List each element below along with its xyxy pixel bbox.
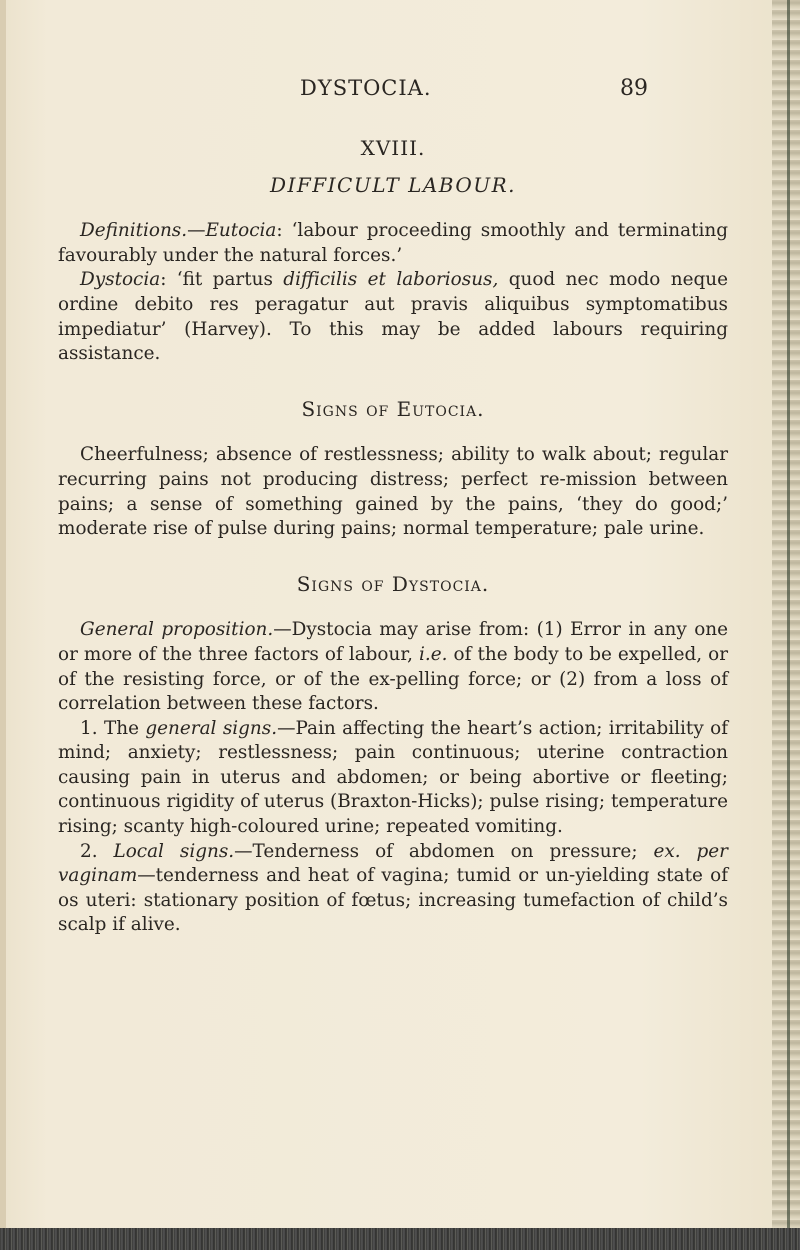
eutocia-term: Eutocia — [205, 220, 277, 242]
section-heading-eutocia: Signs of Eutocia. — [301, 396, 485, 421]
local-signs-text-2: —tenderness and heat of vagina; tumid or un-yielding state of os uteri: stationary position of fœtus; increasing tumefaction of child’s scalp if alive. — [58, 865, 728, 936]
general-proposition-text-2: of the body to be expelled, or of the resisting force, or of the ex-pelling force; or (2) from a loss of correlation between these factors. — [58, 643, 728, 715]
dystocia-term: Dystocia — [80, 269, 161, 291]
definition-eutocia: Definitions.—Eutocia: ‘labour proceeding smoothly and terminating favourably under the natural forces.’ — [58, 220, 728, 266]
chapter-number: XVIII. — [360, 136, 426, 160]
dystocia-latin: difficilis et laboriosus, — [283, 269, 499, 291]
dystocia-definition-part2: quod nec modo neque ordine debito res peragatur aut pravis aliquibus symptomatibus impediatur’ (Harvey). To this may be added labours requiring assistance. — [58, 269, 728, 365]
section-heading-dystocia: Signs of Dystocia. — [296, 571, 490, 596]
eutocia-signs-text: Cheerfulness; absence of restlessness; ability to walk about; regular recurring pains not producing distress; perfect re-mission between pains; a sense of something gained by the pains, ‘they do good;’ moderate rise of pulse during pains; normal temperature; pale urine. — [58, 444, 728, 540]
local-signs-number: 2. — [80, 840, 114, 862]
definitions-label: Definitions. — [80, 220, 188, 242]
local-signs-latin: ex. per vaginam — [58, 840, 728, 887]
book-binding-edge — [772, 0, 800, 1250]
page-bottom-edge — [0, 1228, 800, 1250]
main-text — [58, 136, 728, 938]
general-proposition-text: —Dystocia may arise from: (1) Error in any one or more of the three factors of labour, — [58, 619, 728, 665]
local-signs — [58, 840, 728, 938]
local-signs-label: Local signs. — [113, 840, 235, 862]
running-head-title: DYSTOCIA. — [300, 76, 432, 100]
general-proposition-label: General proposition. — [80, 619, 274, 641]
general-signs-text: —Pain affecting the heart’s action; irritability of mind; anxiety; restlessness; pain continuous; uterine contraction causing pain in uterus and abdomen; or being abortive or fleeting; continuous rigidity of uterus (Braxton-Hicks); pulse rising; temperature rising; scanty high-coloured urine; repeated vomiting. — [58, 717, 729, 838]
chapter-title: DIFFICULT LABOUR. — [269, 172, 517, 197]
general-signs — [58, 717, 728, 840]
general-signs-number: 1. The — [80, 717, 146, 739]
running-head — [0, 76, 800, 106]
eutocia-definition: : ‘labour proceeding smoothly and terminating favourably under the natural forces.’ — [58, 220, 728, 266]
page-number: 89 — [620, 76, 648, 101]
general-proposition-ie: i.e. — [419, 643, 448, 665]
page-left-edge — [0, 0, 6, 1250]
general-proposition — [58, 618, 728, 716]
dystocia-definition-part1: : ‘fit partus — [160, 269, 284, 291]
local-signs-text: —Tenderness of abdomen on pressure; — [234, 840, 654, 862]
general-signs-label: general signs. — [145, 717, 278, 739]
definition-dystocia — [58, 268, 728, 366]
